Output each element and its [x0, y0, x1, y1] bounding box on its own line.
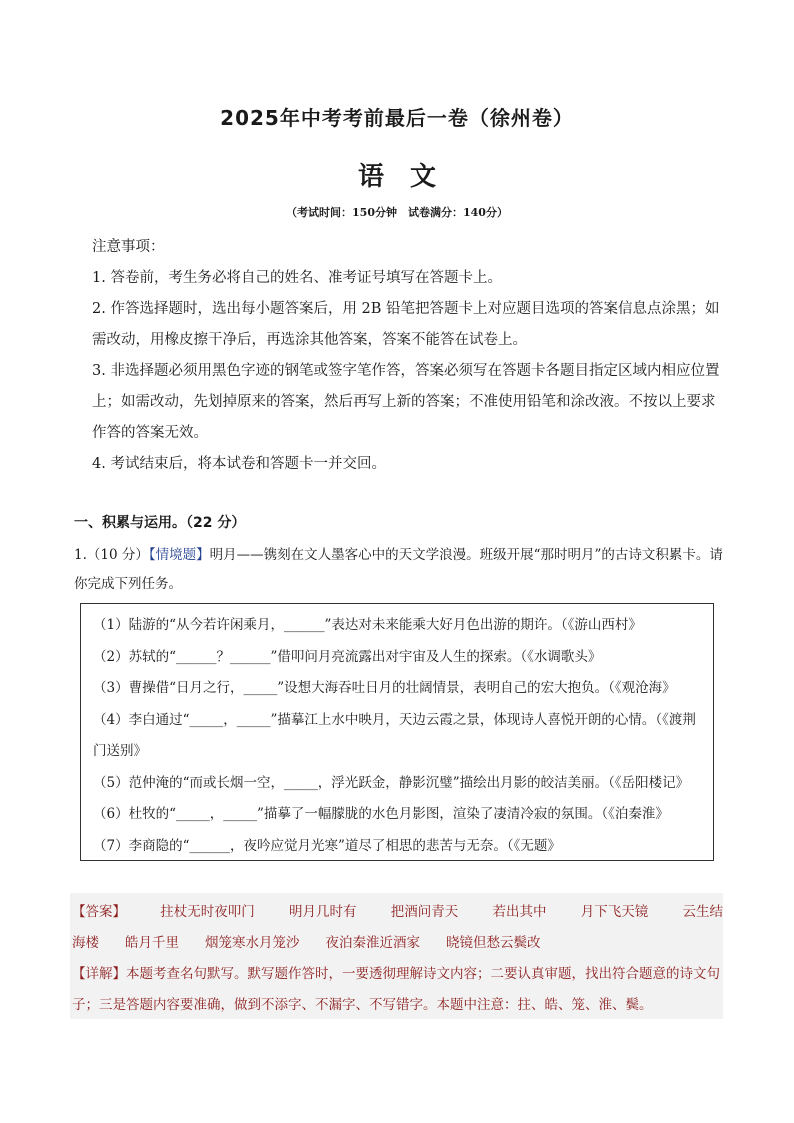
task-box [80, 603, 714, 861]
notice-heading: 注意事项： [92, 239, 165, 255]
answer-item: 把酒问青天 [390, 904, 459, 920]
notice-section [92, 232, 724, 480]
task-item: （5）范仲淹的“而或长烟一空，_____，浮光跃金，静影沉璧”描绘出月影的皎洁美丽。（《岳阳楼记》 [93, 774, 690, 791]
answer-label: 【答案】 [72, 904, 126, 920]
notice-item: 4. 考试结束后，将本试卷和答题卡一并交回。 [92, 456, 386, 472]
page-title: 2025年中考考前最后一卷（徐州卷） [220, 106, 574, 130]
answer-item: 月下飞天镜 [580, 904, 649, 920]
task-item: （7）李商隐的“______，夜吟应觉月光寒”道尽了相思的悲苦与无奈。（《无题》 [93, 837, 561, 854]
question-tag: 【情境题】 [148, 547, 210, 563]
answer-block [70, 893, 723, 1019]
answer-row [72, 897, 723, 928]
question-text: 明月——镌刻在文人墨客心中的天文学浪漫。班级开展“那时明月”的古诗文积累卡。请你完成下列任务。 [74, 547, 723, 592]
answer-item: 海楼 [72, 935, 99, 951]
task-item: （1）陆游的“从今若许闲乘月，______”表达对未来能乘大好月色出游的期许。（《游山西村》 [93, 617, 642, 633]
task-item: （6）杜牧的“_____，_____”描摹了一幅朦胧的水色月影图，渲染了凄清冷寂的氛围。（《泊秦淮》 [93, 806, 669, 822]
notice-item: 2. 作答选择题时，选出每小题答案后，用 2B 铅笔把答题卡上对应题目选项的答案信息点涂黑；如需改动，用橡皮擦干净后，再选涂其他答案，答案不能答在试卷上。 [92, 301, 720, 348]
section-heading: 一、积累与运用。（22 分） [74, 515, 246, 531]
detail-label: 【详解】 [72, 966, 126, 982]
subject-title: 语 文 [357, 162, 436, 192]
answer-item: 明月几时有 [289, 904, 357, 920]
detail-text: 本题考查名句默写。默写题作答时，一要透彻理解诗文内容；二要认真审题，找出符合题意的诗文句子；三是答题内容要准确，做到不添字、不漏字、不写错字。本题中注意：拄、皓、笼、淮、鬓。 [72, 966, 720, 1013]
notice-item: 3. 非选择题必须用黑色字迹的钢笔或签字笔作答，答案必须写在答题卡各题目指定区域内相应位置上；如需改动，先划掉原来的答案，然后再写上新的答案；不准使用铅笔和涂改液。不按以上要求作答的答案无效。 [92, 363, 720, 441]
task-item: （4）李白通过“_____，_____”描摹江上水中映月，天边云霞之景，体现诗人喜悦开朗的心情。（《渡荆门送别》 [93, 711, 696, 759]
answer-item: 烟笼寒水月笼沙 [205, 935, 300, 951]
task-item: （3）曹操借“日月之行，_____”设想大海吞吐日月的壮阔情景，表明自己的宏大抱负。（《观沧海》 [93, 680, 676, 696]
exam-info: （考试时间：150分钟 试卷满分：140分） [286, 206, 508, 219]
answer-item: 晓镜但愁云鬓改 [446, 935, 541, 951]
answer-item: 拄杖无时夜叩门 [160, 904, 255, 920]
answer-item: 夜泊秦淮近酒家 [325, 935, 420, 951]
answer-item: 皓月千里 [125, 935, 179, 951]
task-item: （2）苏轼的“______？______”借叩问月亮流露出对宇宙及人生的探索。（《水调歌头》 [93, 648, 602, 665]
question-1 [74, 541, 724, 599]
answer-detail [72, 959, 723, 1021]
answer-row [72, 928, 723, 959]
question-number: 1.（10 分） [74, 547, 149, 563]
notice-item: 1. 答卷前，考生务必将自己的姓名、准考证号填写在答题卡上。 [92, 270, 502, 286]
answer-item: 若出其中 [492, 904, 547, 920]
answer-item: 云生结 [682, 904, 723, 920]
